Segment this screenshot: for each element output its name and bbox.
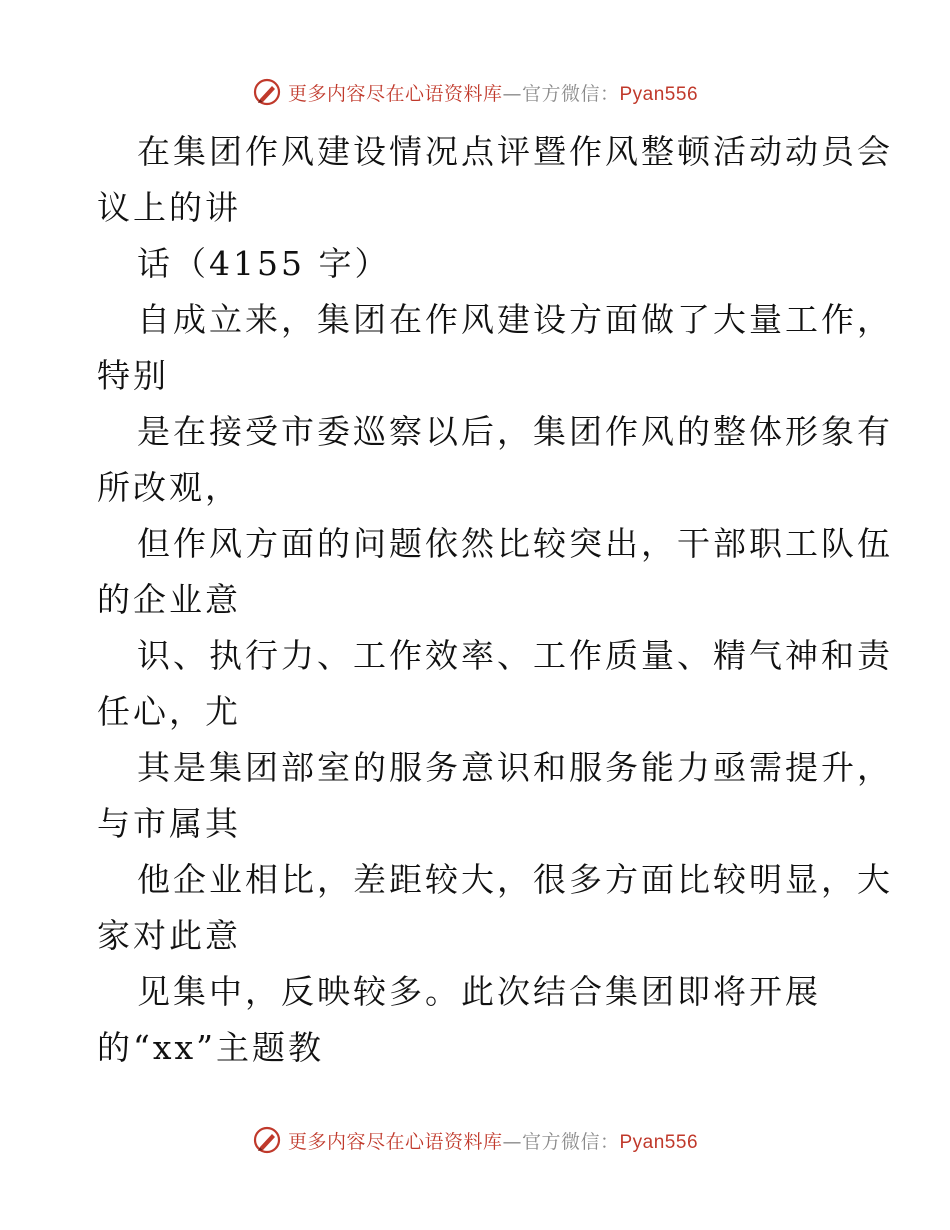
pen-logo-icon [252, 77, 282, 107]
document-line: 家对此意 [97, 916, 241, 955]
document-line: 自成立来，集团在作风建设方面做了大量工作， [137, 300, 893, 339]
document-line: 是在接受市委巡察以后，集团作风的整体形象有 [137, 412, 893, 451]
document-line: 特别 [97, 356, 169, 395]
document-line: 与市属其 [97, 804, 241, 843]
watermark-dash: — [502, 1130, 522, 1153]
header-watermark [0, 72, 950, 112]
document-line: 在集团作风建设情况点评暨作风整顿活动动员会 [137, 132, 893, 171]
pen-logo-icon [252, 1125, 282, 1155]
document-line: 其是集团部室的服务意识和服务能力亟需提升， [137, 748, 893, 787]
footer-watermark [0, 1120, 950, 1160]
document-line: 他企业相比，差距较大，很多方面比较明显，大 [137, 860, 893, 899]
document-line: 识、执行力、工作效率、工作质量、精气神和责 [137, 636, 893, 675]
watermark-text [288, 1127, 698, 1154]
watermark-id: Pyan556 [619, 83, 699, 105]
document-line: 所改观， [97, 468, 241, 507]
document-body [97, 124, 893, 1076]
watermark-prefix: 更多内容尽在心语资料库 [287, 82, 503, 105]
watermark-prefix: 更多内容尽在心语资料库 [287, 1130, 503, 1153]
document-line: 但作风方面的问题依然比较突出，干部职工队伍 [137, 524, 893, 563]
watermark-id: Pyan556 [619, 1131, 699, 1153]
watermark-label: 官方微信： [521, 82, 620, 105]
document-line: 任心，尤 [97, 692, 241, 731]
document-line: 话（4155 字） [137, 244, 391, 283]
watermark-text [288, 79, 698, 106]
document-line: 议上的讲 [97, 188, 241, 227]
document-line: 的企业意 [97, 580, 241, 619]
watermark-label: 官方微信： [521, 1130, 620, 1153]
watermark-dash: — [502, 82, 522, 105]
document-line: 的“xx”主题教 [97, 1028, 324, 1067]
document-line: 见集中，反映较多。此次结合集团即将开展 [137, 972, 821, 1011]
